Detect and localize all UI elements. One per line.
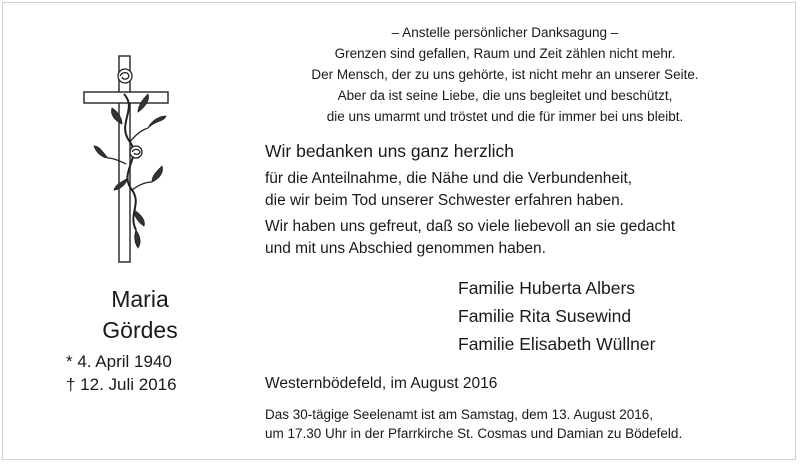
poem-line: Grenzen sind gefallen, Raum und Zeit zählen nicht mehr. — [334, 46, 676, 61]
death-date: † 12. Juli 2016 — [66, 375, 177, 394]
memorial-poem — [270, 22, 740, 127]
deceased-first-name: Maria — [111, 286, 169, 312]
family-name: Familie Elisabeth Wüllner — [458, 334, 656, 354]
mass-line: um 17.30 Uhr in der Pfarrkirche St. Cosmas und Damian zu Bödefeld. — [265, 426, 683, 441]
poem-line: Der Mensch, der zu uns gehörte, ist nicht mehr an unserer Seite. — [311, 67, 699, 82]
thanks-line: Wir haben uns gefreut, daß so viele liebevoll an sie gedacht — [265, 218, 676, 235]
life-dates — [66, 350, 177, 396]
thanks-line: die wir beim Tod unserer Schwester erfahren haben. — [265, 192, 624, 209]
thanks-line: für die Anteilnahme, die Nähe und die Verbundenheit, — [265, 170, 633, 187]
family-name: Familie Rita Susewind — [458, 306, 632, 326]
poem-heading: – Anstelle persönlicher Danksagung – — [391, 25, 619, 40]
deceased-last-name: Gördes — [102, 317, 178, 343]
thanks-text — [265, 168, 675, 260]
birth-date: * 4. April 1940 — [66, 352, 172, 371]
thanks-line: und mit uns Abschied genommen haben. — [265, 240, 546, 257]
memorial-mass-notice — [265, 405, 682, 443]
poem-line: die uns umarmt und tröstet und die für immer bei uns bleibt. — [326, 109, 684, 124]
thanks-heading: Wir bedanken uns ganz herzlich — [265, 141, 515, 161]
family-name: Familie Huberta Albers — [458, 278, 636, 298]
poem-line: Aber da ist seine Liebe, die uns begleitet und beschützt, — [337, 88, 673, 103]
cross-with-roses-icon — [78, 54, 178, 264]
place-and-date: Westernbödefeld, im August 2016 — [265, 375, 498, 392]
mass-line: Das 30-tägige Seelenamt ist am Samstag, dem 13. August 2016, — [265, 407, 653, 422]
family-signatures — [458, 274, 655, 358]
